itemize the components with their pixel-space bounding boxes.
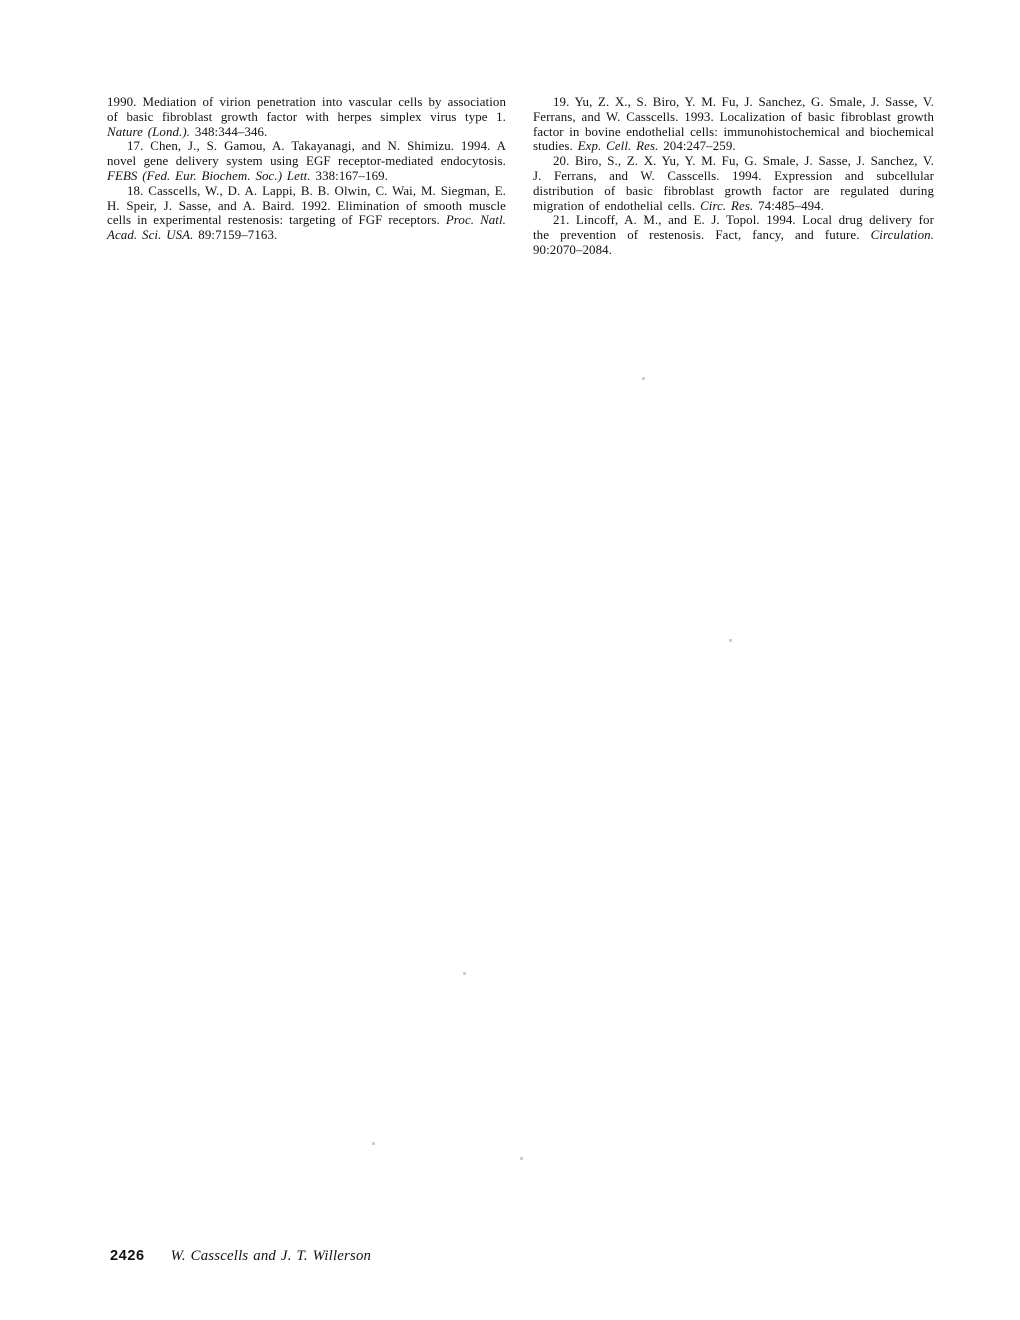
journal-name: Circulation. xyxy=(870,228,934,243)
scan-artifact-speck xyxy=(729,639,732,642)
references-column-left xyxy=(107,95,506,243)
reference-text: 19. Yu, Z. X., S. Biro, Y. M. Fu, J. Sanchez, G. Smale, J. Sasse, V. Ferrans, and W. Casscells. 1993. Localization of basic fibroblast growth factor in bovine endothelial cells: immunohistochemical and biochemical studies. xyxy=(533,95,934,154)
reference-text: 90:2070–2084. xyxy=(533,242,613,257)
journal-name: Nature (Lond.). xyxy=(107,124,191,139)
reference-text: 17. Chen, J., S. Gamou, A. Takayanagi, and N. Shimizu. 1994. A novel gene delivery system using EGF receptor-mediated endocytosis. xyxy=(107,139,506,169)
reference-text: 348:344–346. xyxy=(190,124,268,139)
page-number: 2426 xyxy=(110,1248,145,1264)
journal-name: Circ. Res. xyxy=(700,198,754,213)
reference-text: 21. Lincoff, A. M., and E. J. Topol. 1994. Local drug delivery for the prevention of restenosis. Fact, fancy, and future. xyxy=(533,213,934,243)
reference-text: 204:247–259. xyxy=(658,139,736,154)
references-column-right xyxy=(533,95,934,258)
reference-entry xyxy=(107,95,506,139)
reference-text: 1990. Mediation of virion penetration into vascular cells by association of basic fibroblast growth factor with herpes simplex virus type 1. xyxy=(107,95,506,124)
scan-artifact-speck xyxy=(463,972,466,975)
journal-name: Proc. Natl. Acad. Sci. USA. xyxy=(107,213,506,243)
reference-text: 20. Biro, S., Z. X. Yu, Y. M. Fu, G. Smale, J. Sasse, J. Sanchez, V. J. Ferrans, and W. Casscells. 1994. Expression and subcellular distribution of basic fibroblast growth factor are regulated during migration of endothelial cells. xyxy=(533,154,934,213)
reference-entry xyxy=(533,213,934,257)
page-footer xyxy=(110,1248,371,1265)
scan-artifact-speck xyxy=(520,1157,523,1160)
reference-entry xyxy=(533,154,934,213)
reference-text: 338:167–169. xyxy=(310,168,388,183)
scan-artifact-speck xyxy=(372,1142,375,1145)
journal-name: Exp. Cell. Res. xyxy=(577,139,659,154)
reference-text: 18. Casscells, W., D. A. Lappi, B. B. Olwin, C. Wai, M. Siegman, E. H. Speir, J. Sasse, and A. Baird. 1992. Elimination of smooth muscle cells in experimental restenosis: targeting of FGF receptors. xyxy=(107,183,506,228)
journal-name: FEBS (Fed. Eur. Biochem. Soc.) Lett. xyxy=(107,168,311,183)
reference-entry xyxy=(107,139,506,183)
running-title: W. Casscells and J. T. Willerson xyxy=(170,1248,372,1264)
reference-entry xyxy=(107,184,506,243)
reference-text: 89:7159–7163. xyxy=(193,228,278,243)
scan-artifact-speck xyxy=(642,377,645,380)
reference-text: 74:485–494. xyxy=(753,198,825,213)
reference-entry xyxy=(533,95,934,154)
